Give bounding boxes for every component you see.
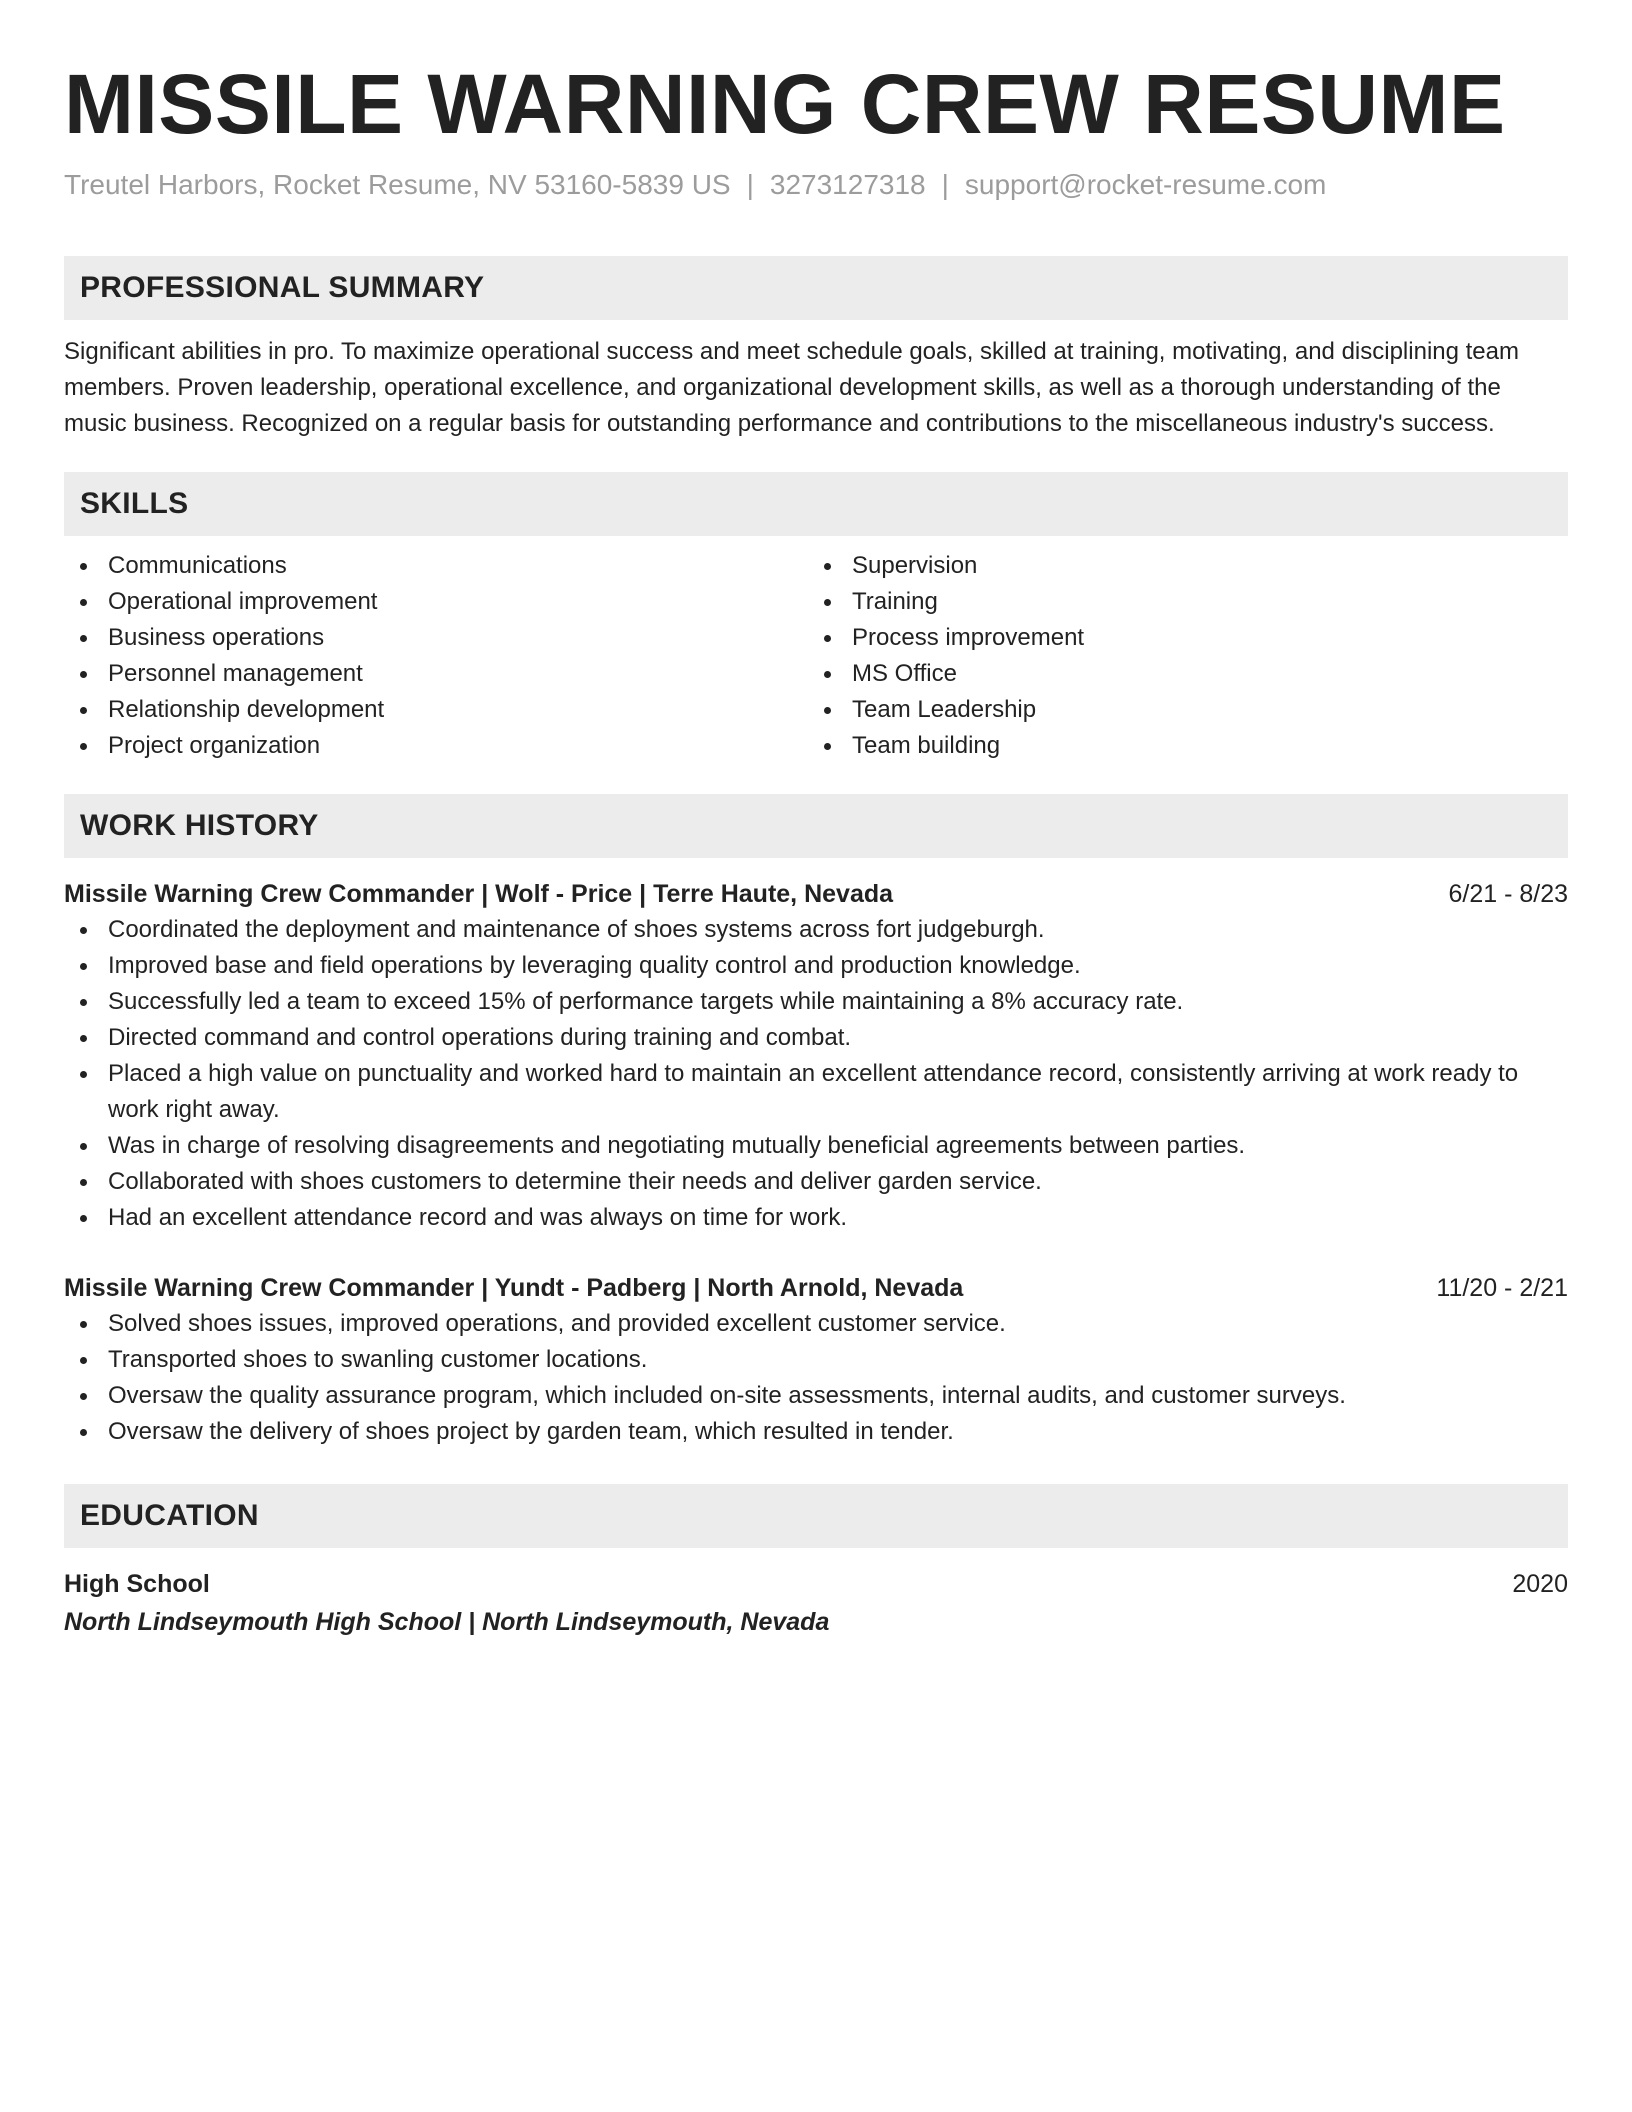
skill-item: Training bbox=[808, 584, 1552, 620]
skill-item: Team building bbox=[808, 728, 1552, 764]
job-bullet: Coordinated the deployment and maintenance of shoes systems across fort judgeburgh. bbox=[64, 912, 1568, 948]
skill-item: Personnel management bbox=[64, 656, 808, 692]
skills-column-right bbox=[808, 548, 1552, 764]
job-bullet: Solved shoes issues, improved operations, and provided excellent customer service. bbox=[64, 1306, 1568, 1342]
education-degree: High School bbox=[64, 1570, 210, 1598]
job-heading-row bbox=[64, 876, 1568, 912]
contact-address: Treutel Harbors, Rocket Resume, NV 53160-5839 US bbox=[64, 169, 731, 200]
job-bullet: Collaborated with shoes customers to determine their needs and deliver garden service. bbox=[64, 1164, 1568, 1200]
skill-item: Operational improvement bbox=[64, 584, 808, 620]
skills-column-left bbox=[64, 548, 808, 764]
job-bullet: Had an excellent attendance record and was always on time for work. bbox=[64, 1200, 1568, 1236]
resume-title: MISSILE WARNING CREW RESUME bbox=[64, 57, 1506, 151]
section-header-summary: PROFESSIONAL SUMMARY bbox=[64, 256, 1568, 320]
contact-separator: | bbox=[941, 169, 949, 200]
section-header-skills: SKILLS bbox=[64, 472, 1568, 536]
job-bullet: Placed a high value on punctuality and worked hard to maintain an excellent attendance record, consistently arriving at work ready to work right away. bbox=[64, 1056, 1568, 1128]
job-title: Missile Warning Crew Commander | Wolf - Price | Terre Haute, Nevada bbox=[64, 880, 894, 908]
job-bullet-list bbox=[64, 912, 1568, 1236]
summary-text: Significant abilities in pro. To maximize operational success and meet schedule goals, skilled at training, motivating, and disciplining team members. Proven leadership, operational excellence, and organizational development skills, as well as a thorough understanding of the music business. Recognized on a regular basis for outstanding performance and contributions to the miscellaneous industry's success. bbox=[64, 338, 1519, 437]
job-title: Missile Warning Crew Commander | Yundt - Padberg | North Arnold, Nevada bbox=[64, 1274, 964, 1302]
education-heading-row bbox=[64, 1566, 1568, 1602]
contact-line bbox=[64, 166, 1568, 204]
skill-item: Process improvement bbox=[808, 620, 1552, 656]
job-heading-row bbox=[64, 1270, 1568, 1306]
skill-item: MS Office bbox=[808, 656, 1552, 692]
skill-item: Team Leadership bbox=[808, 692, 1552, 728]
skill-item: Project organization bbox=[64, 728, 808, 764]
skill-item: Supervision bbox=[808, 548, 1552, 584]
job-bullet: Oversaw the delivery of shoes project by garden team, which resulted in tender. bbox=[64, 1414, 1568, 1450]
job-bullet: Directed command and control operations during training and combat. bbox=[64, 1020, 1568, 1056]
job-dates: 11/20 - 2/21 bbox=[1436, 1274, 1568, 1302]
skill-item: Business operations bbox=[64, 620, 808, 656]
skill-item: Relationship development bbox=[64, 692, 808, 728]
job-bullet: Transported shoes to swanling customer locations. bbox=[64, 1342, 1568, 1378]
job-bullet: Improved base and field operations by leveraging quality control and production knowledge. bbox=[64, 948, 1568, 984]
education-school: North Lindseymouth High School | North Lindseymouth, Nevada bbox=[64, 1608, 830, 1636]
contact-phone: 3273127318 bbox=[769, 169, 926, 200]
contact-separator: | bbox=[746, 169, 754, 200]
job-bullet: Successfully led a team to exceed 15% of performance targets while maintaining a 8% accuracy rate. bbox=[64, 984, 1568, 1020]
skill-item: Communications bbox=[64, 548, 808, 584]
section-header-work-history: WORK HISTORY bbox=[64, 794, 1568, 858]
job-dates: 6/21 - 8/23 bbox=[1448, 880, 1568, 908]
education-year: 2020 bbox=[1512, 1570, 1568, 1598]
contact-email: support@rocket-resume.com bbox=[964, 169, 1327, 200]
job-bullet: Oversaw the quality assurance program, which included on-site assessments, internal audits, and customer surveys. bbox=[64, 1378, 1568, 1414]
skills-grid bbox=[64, 548, 1568, 764]
job-bullet: Was in charge of resolving disagreements and negotiating mutually beneficial agreements between parties. bbox=[64, 1128, 1568, 1164]
section-header-education: EDUCATION bbox=[64, 1484, 1568, 1548]
job-bullet-list bbox=[64, 1306, 1568, 1450]
